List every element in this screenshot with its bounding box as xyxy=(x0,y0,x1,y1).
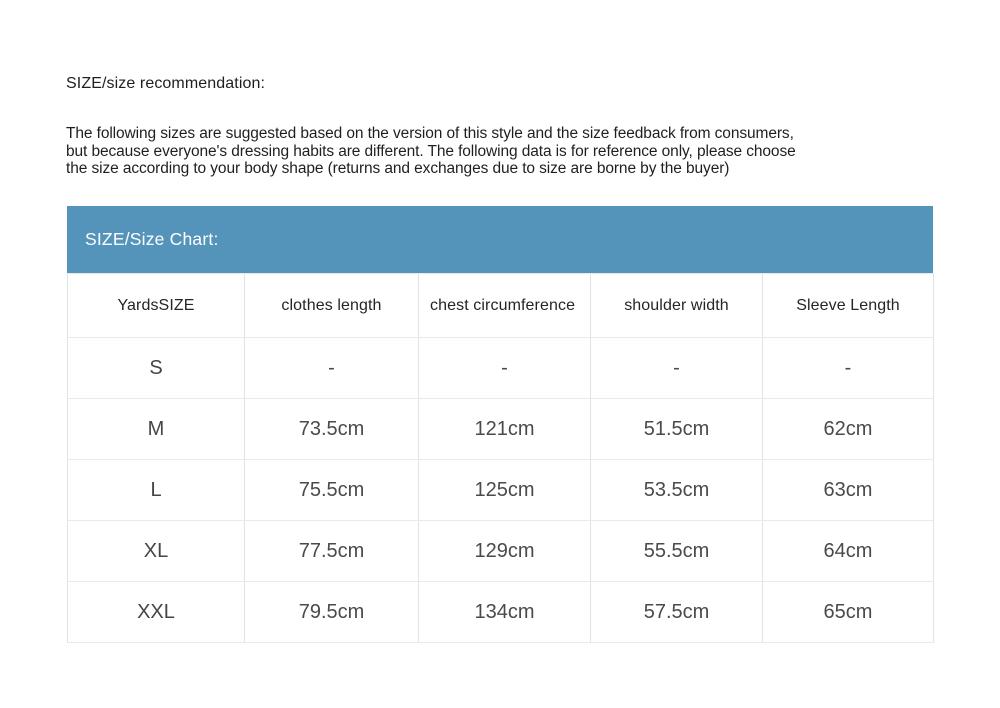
shoulder-width-cell: - xyxy=(591,338,763,399)
chest-circumference-cell: - xyxy=(419,338,591,399)
chest-circumference-cell: 125cm xyxy=(419,460,591,521)
clothes-length-cell: - xyxy=(245,338,419,399)
shoulder-width-cell: 51.5cm xyxy=(591,399,763,460)
size-label-cell: M xyxy=(68,399,245,460)
description-line-2: but because everyone's dressing habits are different. The following data is for reference only, please choose xyxy=(66,142,796,160)
shoulder-width-cell: 55.5cm xyxy=(591,521,763,582)
column-header-sleeve-length: Sleeve Length xyxy=(763,274,934,338)
size-chart-section xyxy=(67,206,933,643)
shoulder-width-cell: 57.5cm xyxy=(591,582,763,643)
chest-circumference-cell: 134cm xyxy=(419,582,591,643)
column-header-shoulder-width: shoulder width xyxy=(591,274,763,338)
column-header-clothes-length: clothes length xyxy=(245,274,419,338)
size-row-l xyxy=(68,460,934,521)
size-row-s xyxy=(68,338,934,399)
clothes-length-cell: 75.5cm xyxy=(245,460,419,521)
header-row xyxy=(68,274,934,338)
size-row-xxl xyxy=(68,582,934,643)
shoulder-width-cell: 53.5cm xyxy=(591,460,763,521)
sleeve-length-cell: 64cm xyxy=(763,521,934,582)
size-label-cell: XXL xyxy=(68,582,245,643)
sleeve-length-cell: - xyxy=(763,338,934,399)
sleeve-length-cell: 63cm xyxy=(763,460,934,521)
size-row-xl xyxy=(68,521,934,582)
chest-circumference-cell: 121cm xyxy=(419,399,591,460)
sleeve-length-cell: 65cm xyxy=(763,582,934,643)
clothes-length-cell: 73.5cm xyxy=(245,399,419,460)
clothes-length-cell: 79.5cm xyxy=(245,582,419,643)
size-row-m xyxy=(68,399,934,460)
size-chart-title-bar xyxy=(67,206,933,273)
description-line-1: The following sizes are suggested based on the version of this style and the size feedback from consumers, xyxy=(66,125,794,142)
size-label-cell: L xyxy=(68,460,245,521)
size-chart-table xyxy=(67,273,934,643)
page-title: SIZE/size recommendation: xyxy=(66,75,266,92)
description-line-3: the size according to your body shape (returns and exchanges due to size are borne by the buyer) xyxy=(66,160,730,178)
clothes-length-cell: 77.5cm xyxy=(245,521,419,582)
size-label-cell: S xyxy=(68,338,245,399)
chest-circumference-cell: 129cm xyxy=(419,521,591,582)
column-header-size: YardsSIZE xyxy=(68,274,245,338)
column-header-chest-circumference: chest circumference xyxy=(419,274,591,338)
sleeve-length-cell: 62cm xyxy=(763,399,934,460)
size-recommendation-text xyxy=(66,125,946,178)
size-chart-title: SIZE/Size Chart: xyxy=(85,229,219,249)
size-label-cell: XL xyxy=(68,521,245,582)
